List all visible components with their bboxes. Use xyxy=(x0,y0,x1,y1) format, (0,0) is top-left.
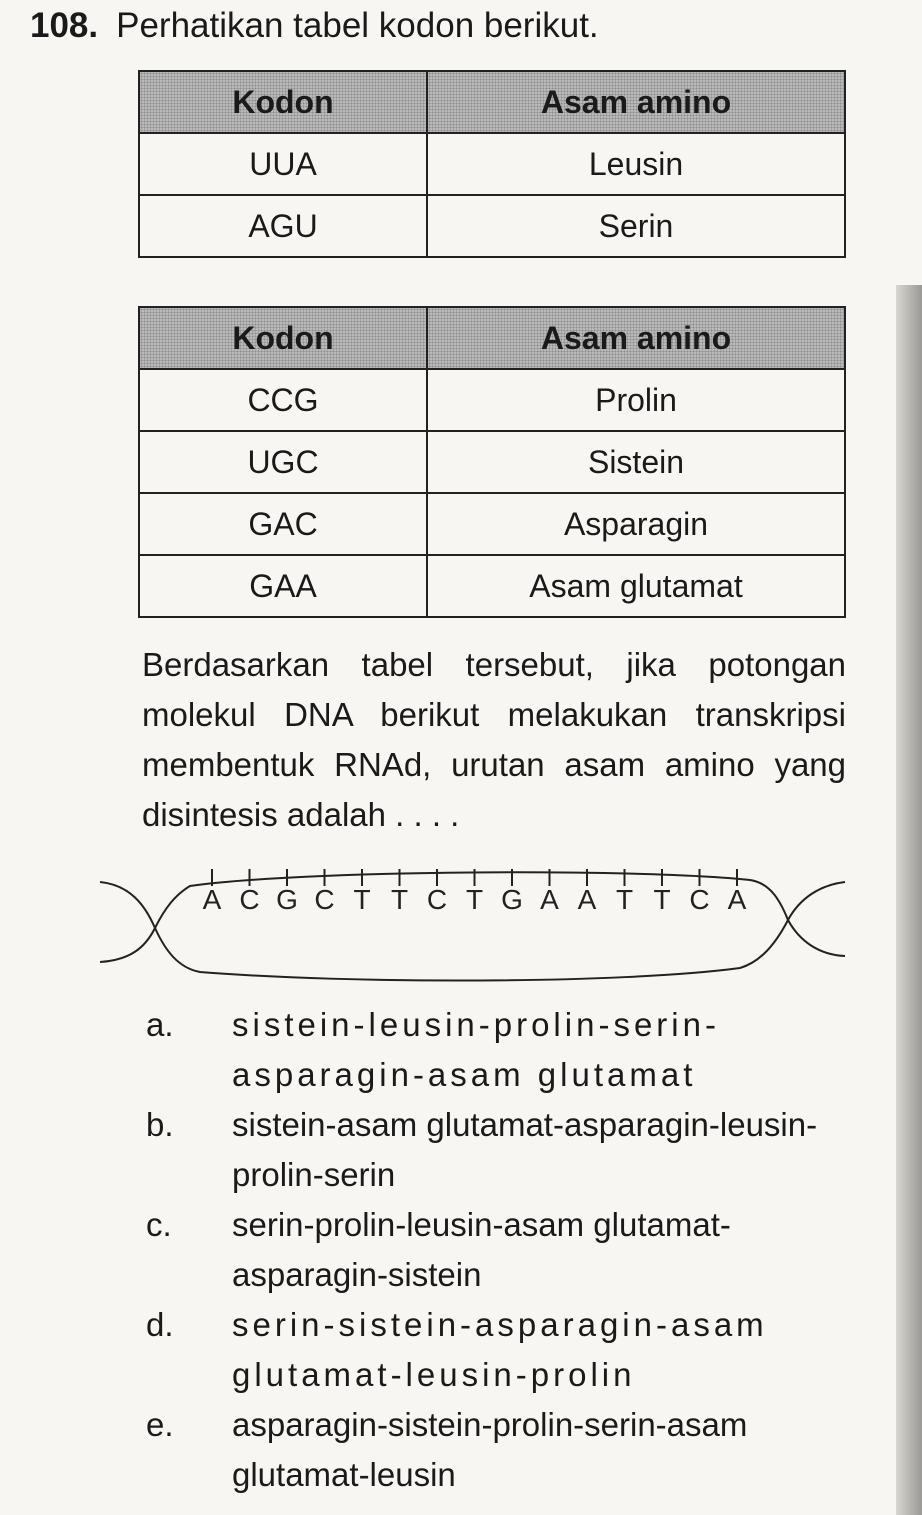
question-header xyxy=(30,6,599,46)
option-letter: c. xyxy=(146,1206,172,1243)
option-letter: b. xyxy=(146,1106,174,1143)
amino-acid-cell: Leusin xyxy=(427,133,845,195)
header-asam-amino: Asam amino xyxy=(427,307,845,369)
header-kodon: Kodon xyxy=(139,71,427,133)
table-row xyxy=(139,493,845,555)
dna-base-letter: C xyxy=(314,884,335,915)
dna-base-letter: A xyxy=(727,884,747,915)
option-text: sistein-asam glutamat-asparagin-leusin-prolin-serin xyxy=(232,1106,818,1193)
option-text: asparagin-sistein-prolin-serin-asam glutamat-leusin xyxy=(232,1406,748,1493)
answer-options xyxy=(146,1000,858,1500)
question-paragraph: Berdasarkan tabel tersebut, jika potongan molekul DNA berikut melakukan transkripsi membentuk RNAd, urutan asam amino yang disintesis adalah . . . . xyxy=(142,646,846,833)
option-text: serin-prolin-leusin-asam glutamat-asparagin-sistein xyxy=(232,1206,731,1293)
dna-diagram xyxy=(100,860,860,990)
option-letter: d. xyxy=(146,1306,174,1343)
codon-table-1 xyxy=(138,70,846,258)
dna-base-letter: A xyxy=(540,884,559,915)
dna-strand-bottom xyxy=(100,920,845,981)
codon-cell: GAA xyxy=(139,555,427,617)
header-kodon: Kodon xyxy=(139,307,427,369)
option-text: sistein-leusin-prolin-serin-asparagin-asam glutamat xyxy=(232,1006,720,1093)
option-b[interactable] xyxy=(146,1100,858,1200)
dna-base-letter: A xyxy=(577,884,597,915)
codon-cell: UGC xyxy=(139,431,427,493)
table-row xyxy=(139,555,845,617)
table-row xyxy=(139,431,845,493)
dna-base-letter: T xyxy=(353,884,371,915)
dna-base-letter: G xyxy=(501,884,523,915)
dna-base-letter: T xyxy=(390,884,409,915)
table-row xyxy=(139,195,845,257)
dna-base-letter: T xyxy=(615,884,634,915)
dna-base-letter: C xyxy=(239,884,260,915)
dna-base-letter: T xyxy=(465,884,484,915)
table-header-row xyxy=(139,71,845,133)
option-text: serin-sistein-asparagin-asam glutamat-leusin-prolin xyxy=(232,1306,768,1393)
option-letter: e. xyxy=(146,1406,174,1443)
dna-base-letter: T xyxy=(653,884,671,915)
amino-acid-cell: Prolin xyxy=(427,369,845,431)
table-row xyxy=(139,133,845,195)
option-letter: a. xyxy=(146,1006,174,1043)
table-header-row xyxy=(139,307,845,369)
amino-acid-cell: Asam glutamat xyxy=(427,555,845,617)
header-asam-amino: Asam amino xyxy=(427,71,845,133)
option-a[interactable] xyxy=(146,1000,858,1100)
codon-cell: GAC xyxy=(139,493,427,555)
dna-base-letter: A xyxy=(202,884,222,915)
table-row xyxy=(139,369,845,431)
codon-cell: UUA xyxy=(139,133,427,195)
page-edge-shadow xyxy=(896,285,922,1515)
amino-acid-cell: Sistein xyxy=(427,431,845,493)
codon-table-2 xyxy=(138,306,846,618)
question-prompt: Perhatikan tabel kodon berikut. xyxy=(116,6,599,45)
dna-base-letter: C xyxy=(426,884,448,915)
codon-cell: AGU xyxy=(139,195,427,257)
option-d[interactable] xyxy=(146,1300,858,1400)
dna-base-letter: C xyxy=(689,884,710,915)
dna-base-letter: G xyxy=(276,884,298,915)
option-c[interactable] xyxy=(146,1200,858,1300)
amino-acid-cell: Asparagin xyxy=(427,493,845,555)
amino-acid-cell: Serin xyxy=(427,195,845,257)
option-e[interactable] xyxy=(146,1400,858,1500)
question-number: 108. xyxy=(30,6,99,45)
codon-cell: CCG xyxy=(139,369,427,431)
